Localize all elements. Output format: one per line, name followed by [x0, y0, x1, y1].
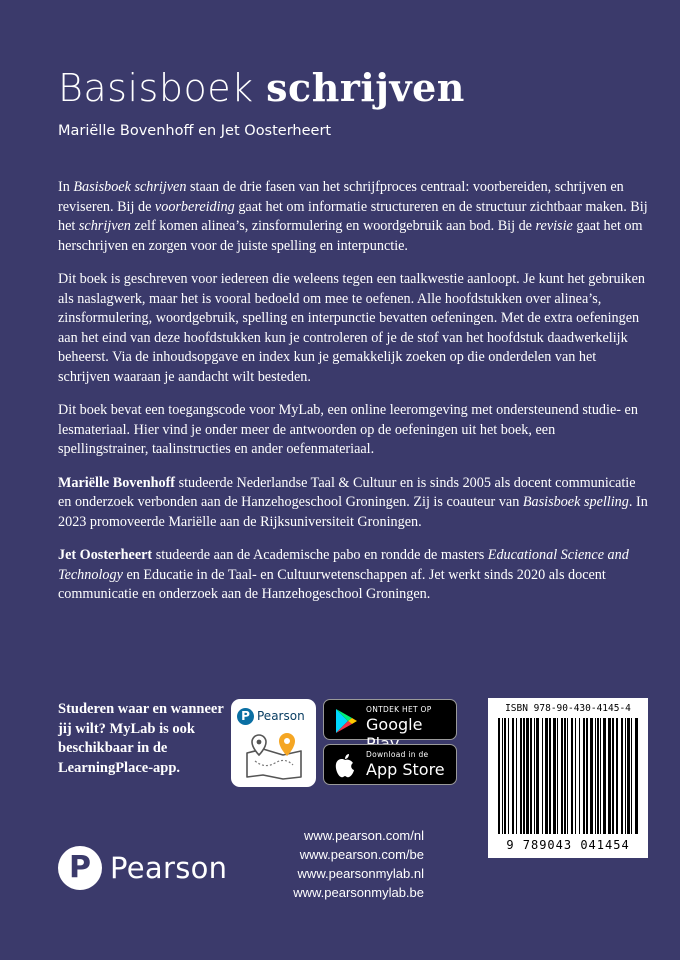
isbn-label: ISBN 978-90-430-4145-4	[505, 703, 631, 714]
app-store-small-label: Download in de	[366, 750, 429, 759]
pearson-logo-icon: P	[58, 846, 102, 890]
author-name: Jet Oosterheert	[58, 547, 153, 563]
text-run: . In 2023 promoveerde Mariëlle aan de Rijksuniversiteit Groningen.	[58, 494, 648, 530]
text-run-italic: Basisboek schrijven	[73, 179, 187, 195]
barcode-digits: 9 789043 041454	[506, 838, 630, 852]
text-run: staan de drie fasen van het schrijfproces centraal: voorbereiden, schrijven en reviseren. Bij de	[58, 179, 624, 215]
app-store-badge[interactable]	[323, 744, 457, 785]
url-link[interactable]: www.pearsonmylab.be	[293, 885, 424, 900]
text-run: studeerde Nederlandse Taal & Cultuur en is sinds 2005 als docent communicatie en onderzoek verbonden aan de Hanzehogeschool Groningen. Zij is coauteur van	[58, 474, 636, 510]
title-part-basisboek: Basisboek	[58, 66, 267, 110]
text-run-italic: revisie	[535, 218, 573, 234]
text-run-italic: schrijven	[78, 218, 131, 234]
paragraph-mylab: Dit boek bevat een toegangscode voor MyLab, een online leeromgeving met ondersteunend studie- en lesmateriaal. Hier vind je onder meer de antwoorden op de oefeningen uit het boek, een spellingstrainer, taalinstructies en ander oefenmateriaal.	[58, 402, 638, 457]
google-play-small-label: ONTDEK HET OP	[366, 705, 432, 714]
url-link[interactable]: www.pearsonmylab.nl	[297, 866, 424, 881]
isbn-barcode	[488, 698, 648, 858]
paragraph-author-oosterheert	[58, 546, 648, 605]
paragraph-usage: Dit boek is geschreven voor iedereen die weleens tegen een taalkwestie aanloopt. Je kunt het gebruiken als naslagwerk, maar het is vooral bedoeld om mee te oefenen. Alle hoofdstukken over alinea’s, zinsformulering, woordgebruik, spelling en interpunctie bevatten oefeningen. Met de extra oefeningen aan het eind van deze hoofdstukken kun je controleren of je de stof van het hoofdstuk daadwerkelijk beheerst. Via de inhoudsopgave en index kun je gemakkelijk zoeken op die onderdelen van het schrijven waaraan je aandacht wilt besteden.	[58, 271, 645, 385]
url-list	[288, 826, 424, 902]
text-run: In	[58, 179, 74, 195]
text-run: gaat het om informatie structureren en de structuur zichtbaar maken. Bij het	[58, 198, 648, 234]
text-run: studeerde aan de Academische pabo en rondde de masters	[152, 547, 488, 563]
paragraph-intro	[58, 178, 648, 256]
text-run-italic: Educational Science and Technology	[58, 547, 629, 583]
authors: Mariëlle Bovenhoff en Jet Oosterheert	[58, 123, 332, 139]
map-pin-icon	[241, 731, 307, 781]
google-play-badge[interactable]	[323, 699, 457, 740]
pearson-badge-icon: P	[237, 708, 254, 725]
apple-icon	[334, 753, 356, 779]
text-run-italic: voorbereiding	[154, 198, 235, 215]
text-run: gaat het om herschrijven en zorgen voor de juiste spelling en interpunctie.	[58, 218, 643, 254]
author-name: Mariëlle Bovenhoff	[58, 474, 176, 491]
learningplace-app-icon[interactable]	[231, 699, 316, 787]
paragraph-author-bovenhoff	[58, 474, 648, 533]
promo-text: Studeren waar en wanneer jij wilt? MyLab is ook beschikbaar in de LearningPlace-app.	[58, 701, 224, 776]
text-run-italic: Basisboek spelling	[522, 494, 629, 510]
text-run: zelf komen alinea’s, zinsformulering en woordgebruik aan bod. Bij de	[130, 218, 536, 234]
play-triangle-icon	[334, 708, 358, 734]
pearson-logo-word: Pearson	[110, 851, 228, 885]
url-link[interactable]: www.pearson.com/be	[299, 847, 424, 862]
url-link[interactable]: www.pearson.com/nl	[304, 828, 424, 843]
google-play-label: Google	[366, 715, 423, 734]
title-part-schrijven: schrijven	[266, 65, 465, 110]
blurb	[58, 178, 648, 619]
barcode-bars	[494, 718, 642, 836]
book-title	[58, 66, 465, 110]
app-card-label: Pearson	[257, 709, 305, 723]
app-store-label: App Store	[366, 760, 445, 779]
text-run: en Educatie in de Taal- en Cultuurwetenschappen af. Jet werkt sinds 2020 als docent communicatie en onderzoek aan de Hanzehogeschool Groningen.	[58, 566, 606, 602]
